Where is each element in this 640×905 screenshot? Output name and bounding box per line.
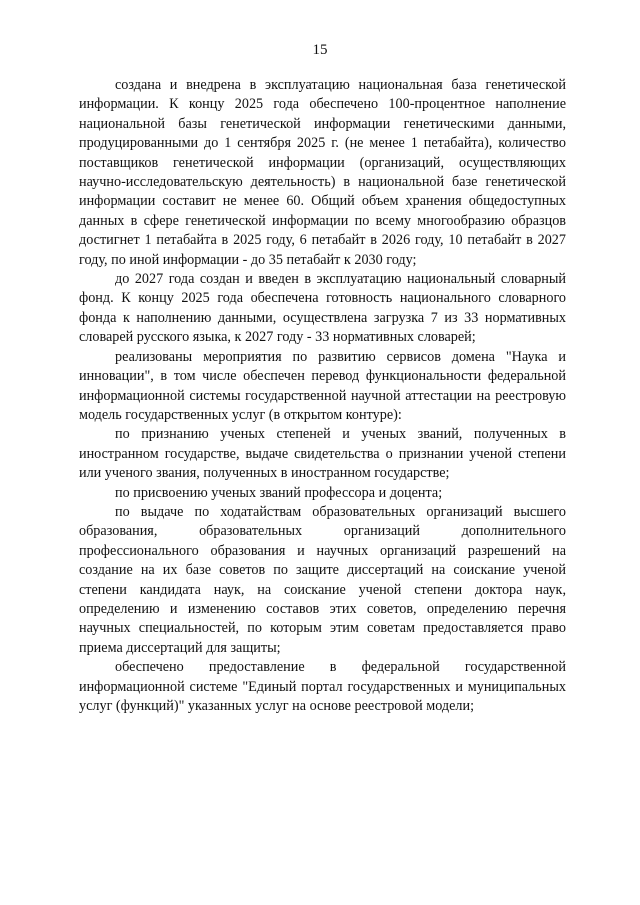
paragraph-academic-titles: по присвоению ученых званий профессора и доцента; <box>115 484 443 501</box>
paragraph-dictionary-fund: до 2027 года создан и введен в эксплуатацию национальный словарный фонд. К концу 2025 года обеспечена готовность национального словарного фонда к наполнению данными, осуществлена загрузка 7 из 33 нормативных словарей русского языка, к 2027 году - 33 нормативных словарей; <box>79 271 566 346</box>
paragraph-science-domain: реализованы мероприятия по развитию сервисов домена "Наука и инновации", в том числе обеспечен перевод функциональности федеральной информационной системы государственной научной аттестации на реестровую модель государственных услуг (в открытом контуре): <box>79 348 566 423</box>
page-number: 15 <box>312 42 328 58</box>
paragraph-public-services-portal: обеспечено предоставление в федеральной государственной информационной системе "Единый портал государственных и муниципальных услуг (функций)" указанных услуг на основе реестровой модели; <box>79 659 566 714</box>
paragraph-foreign-degrees: по признанию ученых степеней и ученых званий, полученных в иностранном государстве, выдаче свидетельства о признании ученой степени или ученого звания, полученных в иностранном государстве; <box>79 426 566 482</box>
paragraph-dissertation-councils: по выдаче по ходатайствам образовательных организаций высшего образования, образовательных организаций дополнительного профессионального образования и научных организаций разрешений на создание на их базе советов по защите диссертаций на соискание ученой степени кандидата наук, на соискание ученой степени доктора наук, определению и изменению составов этих советов, определению перечня научных специальностей, по которым этим советам предоставляется право приема диссертаций для защиты; <box>79 503 566 656</box>
paragraph-genetic-database: создана и внедрена в эксплуатацию национальная база генетической информации. К концу 2025 года обеспечено 100-процентное наполнение национальной базы генетической информации генетическими данными, продуцированными до 1 сентября 2025 г. (не менее 1 петабайта), количество поставщиков генетической информации (организаций, осуществляющих научно-исследовательскую деятельность) в национальной базе генетической информации составит не менее 60. Общий объем хранения общедоступных данных в сфере генетической информации по всему многообразию образцов достигнет 1 петабайта в 2025 году, 6 петабайт в 2026 году, 10 петабайт в 2027 году, по иной информации - до 35 петабайт к 2030 году; <box>79 77 566 268</box>
document-body <box>79 76 566 716</box>
